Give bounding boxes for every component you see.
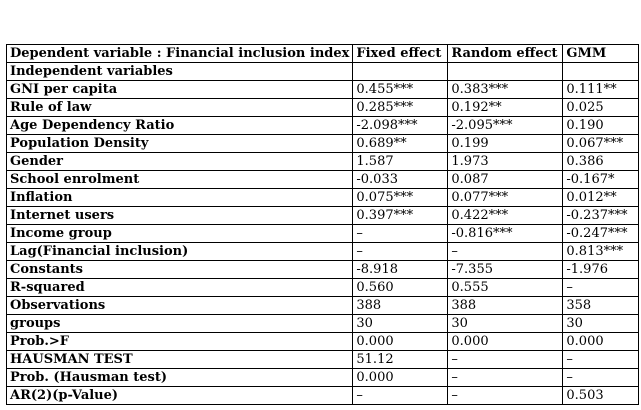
table-row bbox=[7, 387, 639, 405]
row-label: Internet users bbox=[7, 207, 353, 225]
table-row bbox=[7, 171, 639, 189]
gmm-cell: 0.190 bbox=[563, 117, 639, 135]
table-row bbox=[7, 153, 639, 171]
gmm-cell: -1.976 bbox=[563, 261, 639, 279]
random-effect-cell: – bbox=[448, 369, 563, 387]
header-row bbox=[7, 45, 639, 63]
table-row bbox=[7, 243, 639, 261]
gmm-cell: -0.247*** bbox=[563, 225, 639, 243]
row-label: Rule of law bbox=[7, 99, 353, 117]
gmm-cell: 30 bbox=[563, 315, 639, 333]
row-label: Population Density bbox=[7, 135, 353, 153]
row-label: Independent variables bbox=[7, 63, 353, 81]
random-effect-cell: 0.383*** bbox=[448, 81, 563, 99]
row-label: AR(2)(p-Value) bbox=[7, 387, 353, 405]
table-row bbox=[7, 297, 639, 315]
gmm-cell: 358 bbox=[563, 297, 639, 315]
row-label: Income group bbox=[7, 225, 353, 243]
fixed-effect-cell: – bbox=[353, 243, 448, 261]
row-label: School enrolment bbox=[7, 171, 353, 189]
gmm-cell: 0.503 bbox=[563, 387, 639, 405]
table-row bbox=[7, 369, 639, 387]
row-label: Prob.>F bbox=[7, 333, 353, 351]
fixed-effect-cell: 0.285*** bbox=[353, 99, 448, 117]
fixed-effect-cell: -0.033 bbox=[353, 171, 448, 189]
gmm-cell: 0.000 bbox=[563, 333, 639, 351]
header-cell-random-effect: Random effect bbox=[448, 45, 563, 63]
fixed-effect-cell: 1.587 bbox=[353, 153, 448, 171]
random-effect-cell: -7.355 bbox=[448, 261, 563, 279]
random-effect-cell: 0.192** bbox=[448, 99, 563, 117]
random-effect-cell: 1.973 bbox=[448, 153, 563, 171]
fixed-effect-cell: 51.12 bbox=[353, 351, 448, 369]
row-label: Gender bbox=[7, 153, 353, 171]
gmm-cell bbox=[563, 63, 639, 81]
row-label: Inflation bbox=[7, 189, 353, 207]
random-effect-cell: 0.422*** bbox=[448, 207, 563, 225]
fixed-effect-cell: 0.000 bbox=[353, 333, 448, 351]
fixed-effect-cell: 388 bbox=[353, 297, 448, 315]
gmm-cell: 0.025 bbox=[563, 99, 639, 117]
regression-results-table bbox=[6, 44, 639, 405]
table-row bbox=[7, 225, 639, 243]
table-row bbox=[7, 99, 639, 117]
table-row bbox=[7, 315, 639, 333]
random-effect-cell: -2.095*** bbox=[448, 117, 563, 135]
fixed-effect-cell: -8.918 bbox=[353, 261, 448, 279]
random-effect-cell: 0.077*** bbox=[448, 189, 563, 207]
gmm-cell: 0.111** bbox=[563, 81, 639, 99]
row-label: groups bbox=[7, 315, 353, 333]
table-row bbox=[7, 261, 639, 279]
fixed-effect-cell: – bbox=[353, 225, 448, 243]
row-label: Observations bbox=[7, 297, 353, 315]
gmm-cell: – bbox=[563, 369, 639, 387]
table-row bbox=[7, 63, 639, 81]
gmm-cell: – bbox=[563, 279, 639, 297]
gmm-cell: 0.813*** bbox=[563, 243, 639, 261]
row-label: Lag(Financial inclusion) bbox=[7, 243, 353, 261]
random-effect-cell: 0.087 bbox=[448, 171, 563, 189]
random-effect-cell: – bbox=[448, 243, 563, 261]
random-effect-cell: 30 bbox=[448, 315, 563, 333]
row-label: Prob. (Hausman test) bbox=[7, 369, 353, 387]
table-row bbox=[7, 189, 639, 207]
gmm-cell: -0.237*** bbox=[563, 207, 639, 225]
random-effect-cell: 0.555 bbox=[448, 279, 563, 297]
gmm-cell: – bbox=[563, 351, 639, 369]
random-effect-cell bbox=[448, 63, 563, 81]
row-label: HAUSMAN TEST bbox=[7, 351, 353, 369]
header-cell-gmm: GMM bbox=[563, 45, 639, 63]
gmm-cell: 0.067*** bbox=[563, 135, 639, 153]
random-effect-cell: 388 bbox=[448, 297, 563, 315]
row-label: Constants bbox=[7, 261, 353, 279]
fixed-effect-cell: 0.560 bbox=[353, 279, 448, 297]
fixed-effect-cell: 0.689** bbox=[353, 135, 448, 153]
table-row bbox=[7, 333, 639, 351]
table-row bbox=[7, 207, 639, 225]
table-row bbox=[7, 135, 639, 153]
fixed-effect-cell bbox=[353, 63, 448, 81]
gmm-cell: 0.012** bbox=[563, 189, 639, 207]
table-row bbox=[7, 279, 639, 297]
gmm-cell: -0.167* bbox=[563, 171, 639, 189]
fixed-effect-cell: 0.455*** bbox=[353, 81, 448, 99]
table-row bbox=[7, 81, 639, 99]
fixed-effect-cell: -2.098*** bbox=[353, 117, 448, 135]
fixed-effect-cell: – bbox=[353, 387, 448, 405]
fixed-effect-cell: 0.000 bbox=[353, 369, 448, 387]
random-effect-cell: – bbox=[448, 351, 563, 369]
random-effect-cell: -0.816*** bbox=[448, 225, 563, 243]
row-label: Age Dependency Ratio bbox=[7, 117, 353, 135]
fixed-effect-cell: 0.397*** bbox=[353, 207, 448, 225]
header-cell-fixed-effect: Fixed effect bbox=[353, 45, 448, 63]
random-effect-cell: – bbox=[448, 387, 563, 405]
table-row bbox=[7, 351, 639, 369]
fixed-effect-cell: 0.075*** bbox=[353, 189, 448, 207]
table-row bbox=[7, 117, 639, 135]
fixed-effect-cell: 30 bbox=[353, 315, 448, 333]
header-cell-dependent-variable: Dependent variable : Financial inclusion index bbox=[7, 45, 353, 63]
random-effect-cell: 0.000 bbox=[448, 333, 563, 351]
random-effect-cell: 0.199 bbox=[448, 135, 563, 153]
gmm-cell: 0.386 bbox=[563, 153, 639, 171]
row-label: GNI per capita bbox=[7, 81, 353, 99]
row-label: R-squared bbox=[7, 279, 353, 297]
